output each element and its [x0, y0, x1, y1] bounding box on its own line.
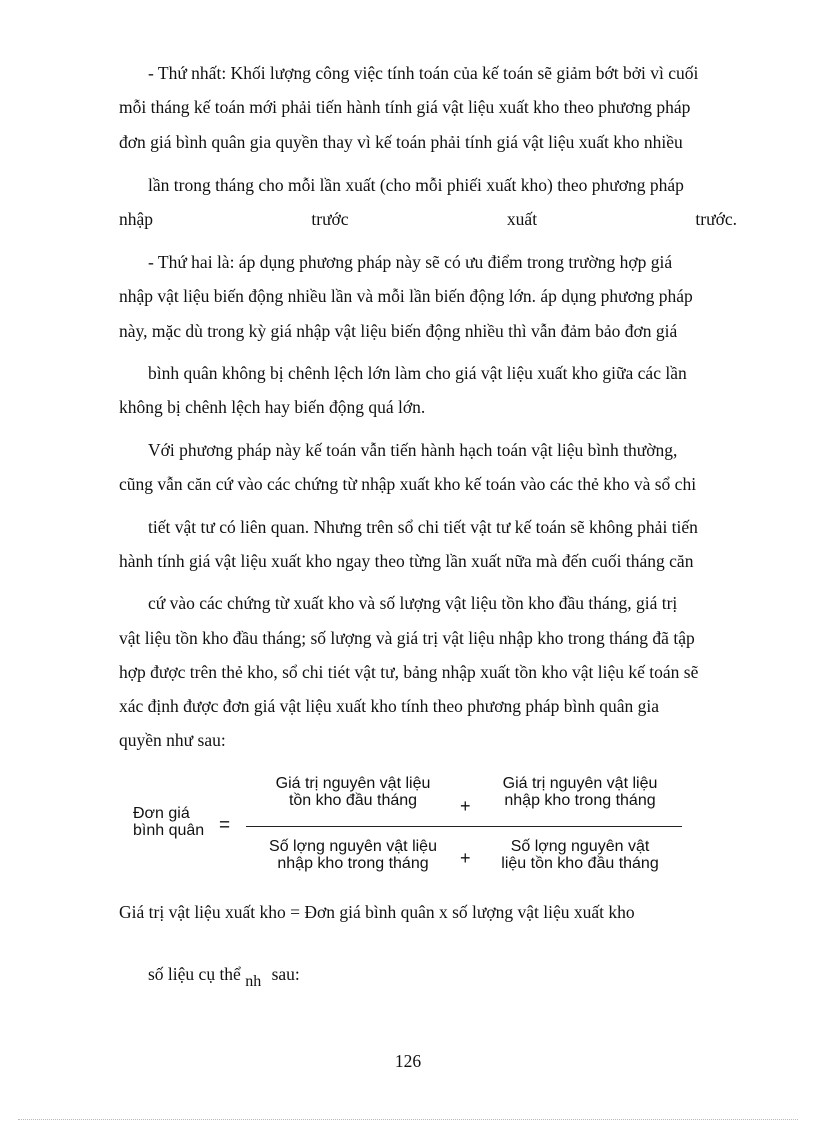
final-line-text: số liệu cụ thể [148, 964, 241, 984]
final-line-fragment: nh [245, 973, 262, 990]
denominator-plus: + [460, 848, 471, 868]
output-value-formula: Giá trị vật liệu xuất kho = Đơn giá bình quân x số lượng vật liệu xuất kho [119, 902, 635, 922]
paragraph-line: mỗi tháng kế toán mới phải tiến hành tính giá vật liệu xuất kho theo phương pháp [119, 97, 691, 117]
final-line-tail: sau: [271, 964, 300, 984]
numerator-left-line1: Giá trị nguyên vật liệu [275, 775, 431, 792]
formula-lhs-line1: Đơn giá [133, 805, 190, 822]
formula-lhs-line2: bình quân [133, 822, 205, 839]
paragraph-line: đơn giá bình quân gia quyền thay vì kế toán phải tính giá vật liệu xuất kho nhiều [119, 132, 683, 152]
numerator-right-line1: Giá trị nguyên vật liệu [502, 775, 658, 792]
paragraph-line: cứ vào các chứng từ xuất kho và số lượng vật liệu tồn kho đầu tháng, giá trị [148, 593, 678, 613]
paragraph-line: tiết vật tư có liên quan. Nhưng trên sổ chi tiết vật tư kế toán sẽ không phải tiến [148, 517, 698, 537]
justified-line [119, 208, 737, 230]
numerator-right-line2: nhập kho trong tháng [504, 792, 656, 809]
denominator-left-line2: nhập kho trong tháng [277, 855, 429, 872]
numerator-plus: + [460, 796, 471, 816]
numerator-left-line2: tồn kho đầu tháng [288, 792, 418, 809]
paragraph-line: xác định được đơn giá vật liệu xuất kho tính theo phương pháp bình quân gia [119, 696, 660, 716]
denominator-left-line1: Số lợng nguyên vật liệu [269, 838, 437, 855]
paragraph-line: vật liệu tồn kho đầu tháng; số lượng và giá trị vật liệu nhập kho trong tháng đã tập [119, 628, 695, 648]
word: xuất [506, 209, 538, 229]
page-edge-divider [18, 1119, 798, 1120]
denominator-right-line2: liệu tồn kho đầu tháng [501, 855, 659, 872]
paragraph-line: - Thứ nhất: Khối lượng công việc tính toán của kế toán sẽ giảm bớt bởi vì cuối [148, 63, 699, 83]
word: nhập [119, 209, 154, 229]
paragraph-line: lần trong tháng cho mỗi lần xuất (cho mỗi phiếi xuất kho) theo phương pháp [148, 175, 684, 195]
paragraph-line: cũng vẫn căn cứ vào các chứng từ nhập xuất kho kế toán vào các thẻ kho và sổ chi [119, 474, 697, 494]
page-number: 126 [394, 1051, 422, 1071]
paragraph-line: - Thứ hai là: áp dụng phương pháp này sẽ có ưu điểm trong trường hợp giá [148, 252, 673, 272]
word: trước [311, 209, 349, 229]
paragraph-line: hợp được trên thẻ kho, sổ chi tiét vật tư, bảng nhập xuất tồn kho vật liệu kế toán sẽ [119, 662, 699, 682]
paragraph-line: nhập vật liệu biến động nhiều lần và mỗi lần biến động lớn. áp dụng phương pháp [119, 286, 693, 306]
word: trước. [695, 209, 737, 229]
formula-equals: = [219, 815, 231, 836]
paragraph-line: Với phương pháp này kế toán vẫn tiến hành hạch toán vật liệu bình thường, [148, 440, 678, 460]
paragraph-line: quyền như sau: [119, 730, 226, 750]
paragraph-line: hành tính giá vật liệu xuất kho ngay theo từng lần xuất nữa mà đến cuối tháng căn [119, 551, 694, 571]
final-line [148, 963, 300, 993]
paragraph-line: bình quân không bị chênh lệch lớn làm cho giá vật liệu xuất kho giữa các lần [148, 363, 687, 383]
paragraph-line: không bị chênh lệch hay biến động quá lớn. [119, 397, 426, 417]
paragraph-line: này, mặc dù trong kỳ giá nhập vật liệu biến động nhiều thì vẫn đảm bảo đơn giá [119, 321, 678, 341]
fraction-bar [246, 826, 682, 827]
denominator-right-line1: Số lợng nguyên vật [510, 838, 650, 855]
